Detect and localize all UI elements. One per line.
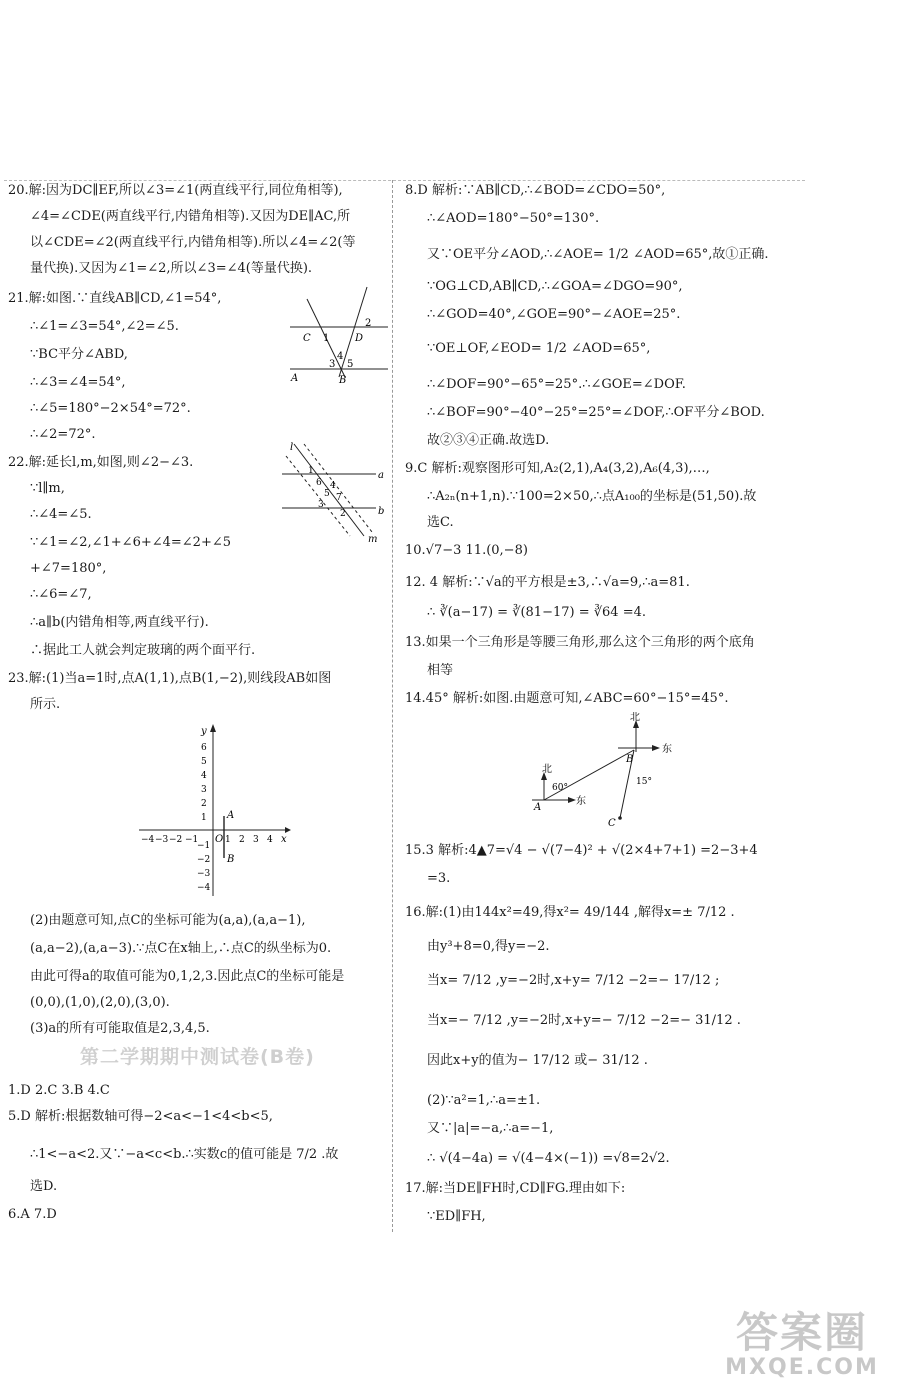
- y-tick: 5: [201, 757, 207, 767]
- y-ticks: [197, 743, 211, 893]
- origin-label: O: [215, 834, 224, 845]
- answer-line: ∵∠1=∠2,∠1+∠6+∠4=∠2+∠5: [30, 535, 232, 550]
- fig21-label: 5: [347, 359, 354, 370]
- column-divider: [392, 180, 393, 1232]
- fig22-label: 2: [340, 509, 346, 519]
- watermark: [712, 1310, 892, 1382]
- north-label-left: 北: [542, 764, 552, 775]
- answer-line: ∵ED∥FH,: [427, 1209, 486, 1224]
- answer-line: 当x= 7/12 ,y=−2时,x+y= 7/12 −2=− 17/12 ;: [427, 973, 720, 988]
- fig21-label: 1: [323, 333, 330, 344]
- fig21-label: 4: [337, 351, 344, 362]
- answer-line: 6.A 7.D: [8, 1207, 57, 1222]
- answer-line: 1.D 2.C 3.B 4.C: [8, 1083, 110, 1098]
- answer-line: ∠4=∠CDE(两直线平行,内错角相等).又因为DE∥AC,所: [30, 209, 351, 224]
- answer-line: ∵OE⊥OF,∠EOD= 1/2 ∠AOD=65°,: [427, 341, 651, 356]
- fig22-label: 1: [308, 466, 314, 476]
- answer-line: ∵l∥m,: [30, 481, 65, 496]
- answer-line: 23.解:(1)当a=1时,点A(1,1),点B(1,−2),则线段AB如图: [8, 671, 332, 686]
- fig22-label: 4: [330, 481, 336, 491]
- point-a-label: A: [227, 810, 235, 821]
- answer-line: ∴据此工人就会判定玻璃的两个面平行.: [30, 643, 256, 658]
- north-label-top: 北: [630, 712, 640, 723]
- answer-line: 20.解:因为DC∥EF,所以∠3=∠1(两直线平行,同位角相等),: [8, 183, 343, 198]
- fig22-label: 5: [324, 489, 330, 499]
- answer-line: =3.: [427, 871, 451, 886]
- y-tick: 1: [201, 813, 207, 823]
- answer-line: ∴a∥b(内错角相等,两直线平行).: [30, 615, 209, 630]
- point-a-label: A: [534, 802, 542, 813]
- watermark-logo-text: 答案圈: [735, 1308, 868, 1357]
- y-tick: 4: [201, 771, 207, 781]
- answer-line: (2)∵a²=1,∴a=±1.: [427, 1093, 541, 1108]
- figure-21: [285, 285, 390, 385]
- answer-line: ∴∠6=∠7,: [30, 587, 92, 602]
- answer-line: ∴∠3=∠4=54°,: [30, 375, 126, 390]
- y-tick: −4: [197, 883, 211, 893]
- figure-23-coordinate-plane: [135, 720, 295, 900]
- answer-line: ∵BC平分∠ABD,: [30, 347, 128, 362]
- fig21-label: 2: [365, 318, 372, 329]
- answer-line: 10.√7−3 11.(0,−8): [405, 543, 528, 558]
- answer-line: 相等: [427, 663, 454, 678]
- answer-line: ∴∠AOD=180°−50°=130°.: [427, 211, 600, 226]
- x-tick: −2: [169, 835, 183, 845]
- x-tick: −4: [141, 835, 155, 845]
- east-label-top: 东: [662, 744, 672, 755]
- answer-line: 14.45° 解析:如图.由题意可知,∠ABC=60°−15°=45°.: [405, 691, 729, 706]
- x-tick: −3: [155, 835, 169, 845]
- y-tick: −1: [197, 841, 211, 851]
- answer-line: ∴A₂ₙ(n+1,n).∵100=2×50,∴点A₁₀₀的坐标是(51,50).故: [427, 489, 757, 504]
- y-tick: −2: [197, 855, 211, 865]
- fig22-label: 7: [336, 493, 342, 503]
- figure-22: [280, 440, 390, 545]
- answer-line: ∴ ∛(a−17) = ∛(81−17) = ∛64 =4.: [427, 605, 646, 620]
- answer-line: 9.C 解析:观察图形可知,A₂(2,1),A₄(3,2),A₆(4,3),…,: [405, 461, 710, 476]
- point-b-label: B: [227, 854, 235, 865]
- answer-line: (3)a的所有可能取值是2,3,4,5.: [30, 1021, 210, 1036]
- answer-line: 16.解:(1)由144x²=49,得x²= 49/144 ,解得x=± 7/12 .: [405, 905, 735, 920]
- answer-line: ∴∠5=180°−2×54°=72°.: [30, 401, 191, 416]
- answer-line: ∴∠4=∠5.: [30, 507, 92, 522]
- answer-line: ∴∠GOD=40°,∠GOE=90°−∠AOE=25°.: [427, 307, 681, 322]
- answer-line: 当x=− 7/12 ,y=−2时,x+y=− 7/12 −2=− 31/12 .: [427, 1013, 741, 1028]
- figure-14-bearing: [528, 712, 688, 832]
- top-rule: [4, 180, 805, 181]
- answer-line: 21.解:如图.∵直线AB∥CD,∠1=54°,: [8, 291, 222, 306]
- watermark-url: MXQE.COM: [725, 1355, 879, 1380]
- answer-line: 8.D 解析:∵AB∥CD,∴∠BOD=∠CDO=50°,: [405, 183, 666, 198]
- answer-line: 12. 4 解析:∵√a的平方根是±3,∴√a=9,∴a=81.: [405, 575, 690, 590]
- x-tick: 3: [253, 835, 259, 845]
- y-tick: 2: [201, 799, 207, 809]
- answer-line: 由此可得a的取值可能为0,1,2,3.因此点C的坐标可能是: [30, 969, 345, 984]
- answer-line: 以∠CDE=∠2(两直线平行,内错角相等).所以∠4=∠2(等: [30, 235, 356, 250]
- answer-line: 选C.: [427, 515, 454, 530]
- answer-line: 因此x+y的值为− 17/12 或− 31/12 .: [427, 1053, 648, 1068]
- fig21-label: D: [355, 333, 364, 344]
- answer-line: 又∵OE平分∠AOD,∴∠AOE= 1/2 ∠AOD=65°,故①正确.: [427, 247, 769, 262]
- angle-60-label: 60°: [552, 783, 568, 793]
- answer-line: 由y³+8=0,得y=−2.: [427, 939, 550, 954]
- x-tick: 1: [225, 835, 231, 845]
- axis-x-label: x: [281, 834, 287, 845]
- east-label-left: 东: [576, 796, 586, 807]
- answer-line: ∴ √(4−4a) = √(4−4×(−1)) =√8=2√2.: [427, 1151, 670, 1166]
- answer-line: 量代换).又因为∠1=∠2,所以∠3=∠4(等量代换).: [30, 261, 313, 276]
- answer-line: (0,0),(1,0),(2,0),(3,0).: [30, 995, 170, 1010]
- answer-line: ∴∠BOF=90°−40°−25°=25°=∠DOF,∴OF平分∠BOD.: [427, 405, 765, 420]
- answer-line: ∴∠1=∠3=54°,∠2=∠5.: [30, 319, 179, 334]
- x-tick: −1: [185, 835, 199, 845]
- point-b-label: B: [626, 754, 634, 765]
- point-c-label: C: [608, 818, 616, 829]
- fig22-label: a: [378, 470, 384, 481]
- fig21-label: C: [303, 333, 311, 344]
- axis-y-label: y: [201, 726, 207, 737]
- answer-line: 22.解:延长l,m,如图,则∠2−∠3.: [8, 455, 194, 470]
- fig22-label: 3: [318, 500, 324, 510]
- answer-line: 所示.: [30, 697, 61, 712]
- y-tick: −3: [197, 869, 211, 879]
- answer-line: ∴∠DOF=90°−65°=25°.∴∠GOE=∠DOF.: [427, 377, 686, 392]
- answer-line: 选D.: [30, 1179, 58, 1194]
- section-title: 第二学期期中测试卷(B卷): [80, 1046, 315, 1068]
- answer-line: 故②③④正确.故选D.: [427, 433, 550, 448]
- answer-line: 17.解:当DE∥FH时,CD∥FG.理由如下:: [405, 1181, 626, 1196]
- x-tick: 2: [239, 835, 245, 845]
- y-tick: 6: [201, 743, 207, 753]
- fig22-label: b: [378, 506, 385, 517]
- answer-line: ∵OG⊥CD,AB∥CD,∴∠GOA=∠DGO=90°,: [427, 279, 683, 294]
- answer-line: (2)由题意可知,点C的坐标可能为(a,a),(a,a−1),: [30, 913, 306, 928]
- fig22-label: 6: [316, 478, 322, 488]
- answer-line: 13.如果一个三角形是等腰三角形,那么这个三角形的两个底角: [405, 635, 755, 650]
- y-tick: 3: [201, 785, 207, 795]
- answer-line: 15.3 解析:4▲7=√4 − √(7−4)² + √(2×4+7+1) =2−3+4: [405, 843, 758, 858]
- answer-line: ∴1<−a<2.又∵−a<c<b.∴实数c的值可能是 7/2 .故: [30, 1147, 339, 1162]
- fig21-label: B: [339, 375, 347, 385]
- answer-line: ∴∠2=72°.: [30, 427, 96, 442]
- x-tick: 4: [267, 835, 273, 845]
- answer-line: (a,a−2),(a,a−3).∵点C在x轴上,∴点C的纵坐标为0.: [30, 941, 332, 956]
- fig21-label: 3: [329, 359, 336, 370]
- fig21-label: A: [291, 373, 299, 384]
- answer-line: 又∵|a|=−a,∴a=−1,: [427, 1121, 554, 1136]
- answer-line: +∠7=180°,: [30, 561, 107, 576]
- fig22-label: l: [290, 442, 294, 453]
- angle-15-label: 15°: [636, 777, 652, 787]
- fig22-label: m: [368, 534, 378, 545]
- answer-line: 5.D 解析:根据数轴可得−2<a<−1<4<b<5,: [8, 1109, 273, 1124]
